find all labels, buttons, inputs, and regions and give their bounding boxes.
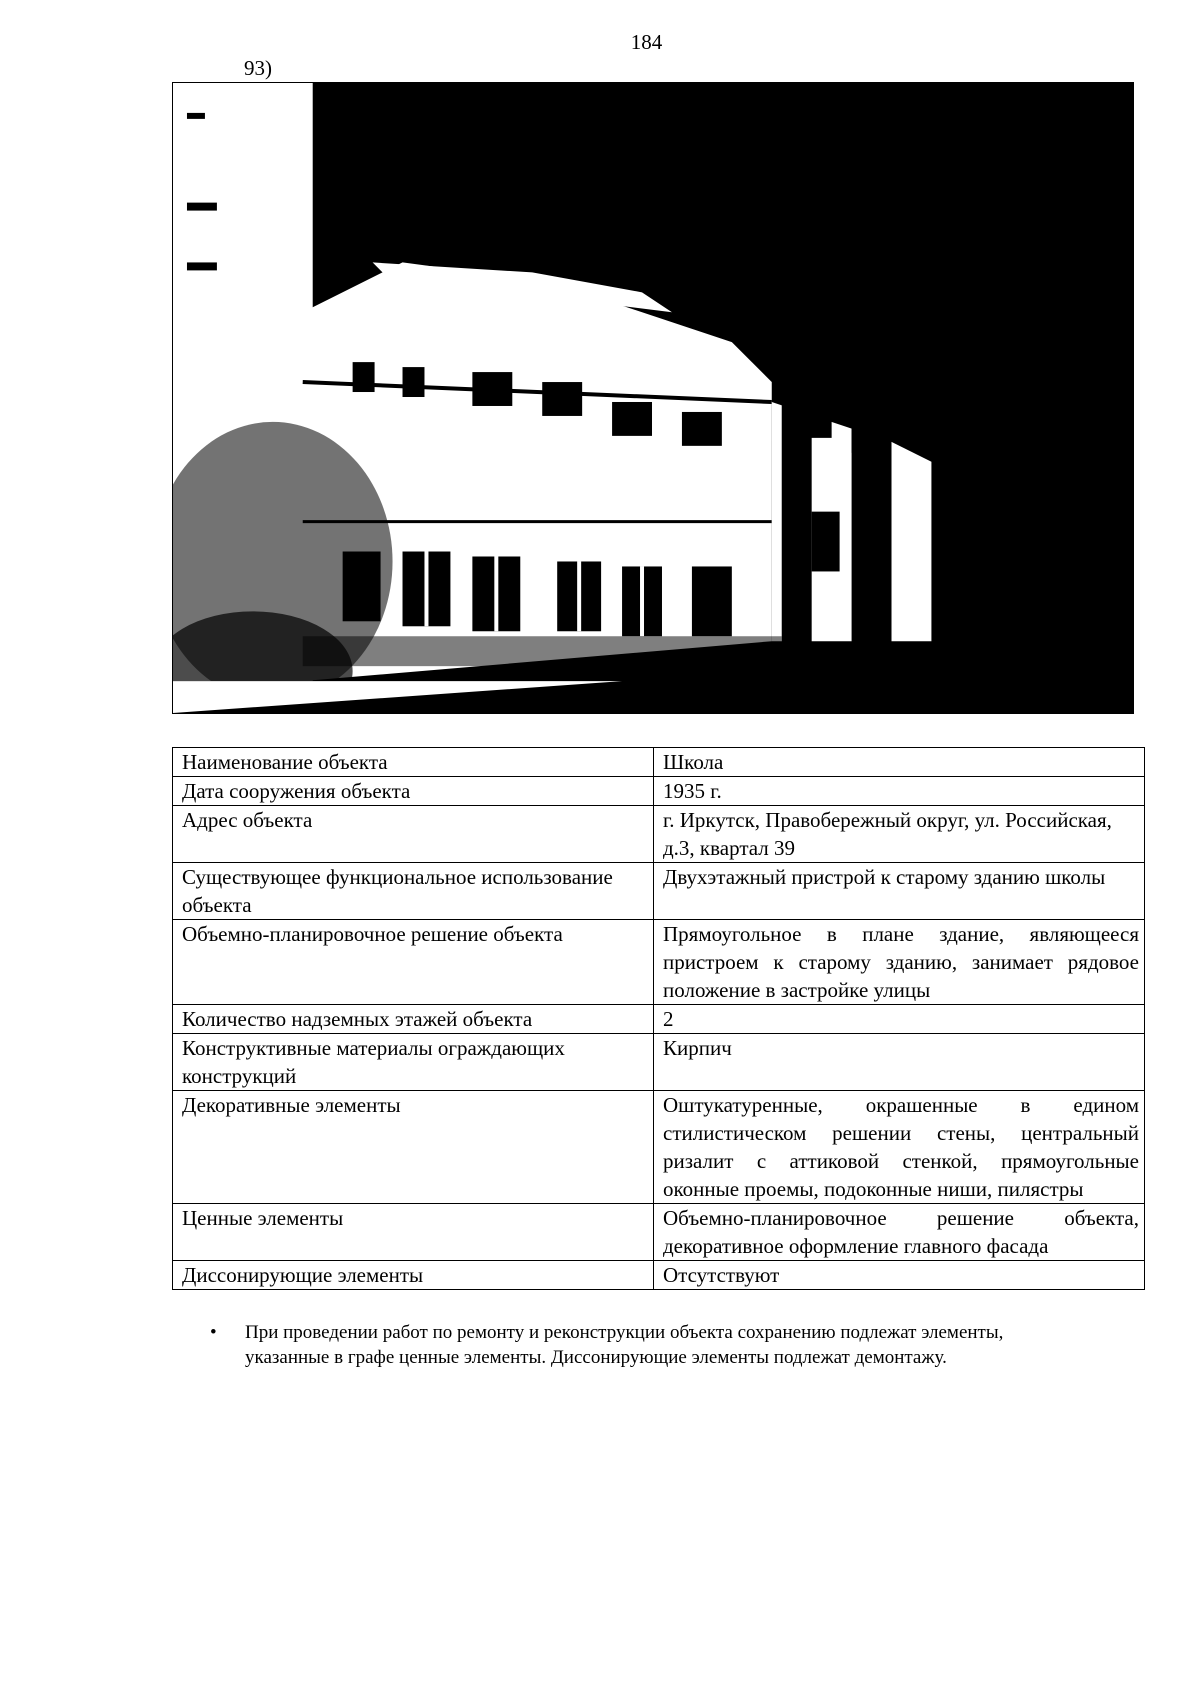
- table-row: [173, 863, 1145, 920]
- row-key: Существующее функциональное использование объекта: [173, 863, 654, 920]
- row-key: Адрес объекта: [173, 806, 654, 863]
- object-info-table: [172, 747, 1145, 1290]
- row-key: Ценные элементы: [173, 1204, 654, 1261]
- building-photo-icon: [173, 83, 1133, 713]
- row-key: Конструктивные материалы ограждающих конструкций: [173, 1034, 654, 1091]
- row-key: Количество надземных этажей объекта: [173, 1005, 654, 1034]
- row-key: Декоративные элементы: [173, 1091, 654, 1204]
- row-key: Дата сооружения объекта: [173, 777, 654, 806]
- building-photo: [172, 82, 1134, 714]
- row-value: г. Иркутск, Правобережный округ, ул. Российская, д.3, квартал 39: [654, 806, 1145, 863]
- row-key: Объемно-планировочное решение объекта: [173, 920, 654, 1005]
- bullet-icon: •: [210, 1322, 217, 1343]
- table-row: [173, 1034, 1145, 1091]
- row-value: Школа: [654, 748, 1145, 777]
- photo-label: 93): [244, 56, 272, 80]
- table-row: [173, 920, 1145, 1005]
- row-value: Двухэтажный пристрой к старому зданию школы: [654, 863, 1145, 920]
- row-value: 1935 г.: [654, 777, 1145, 806]
- row-key: Диссонирующие элементы: [173, 1261, 654, 1290]
- table-row: [173, 748, 1145, 777]
- table-row: [173, 1091, 1145, 1204]
- row-value: Оштукатуренные, окрашенные в едином стилистическом решении стены, центральный ризалит с аттиковой стенкой, прямоугольные оконные проемы, подоконные ниши, пилястры: [654, 1091, 1145, 1204]
- footnote-text: При проведении работ по ремонту и реконструкции объекта сохранению подлежат элементы, указанные в графе ценные элементы. Диссонирующие элементы подлежат демонтажу.: [245, 1322, 1004, 1368]
- table-row: [173, 777, 1145, 806]
- row-value: Отсутствуют: [654, 1261, 1145, 1290]
- row-value: 2: [654, 1005, 1145, 1034]
- table-row: [173, 1204, 1145, 1261]
- row-key: Наименование объекта: [173, 748, 654, 777]
- row-value: Объемно-планировочное решение объекта, декоративное оформление главного фасада: [654, 1204, 1145, 1261]
- table-row: [173, 806, 1145, 863]
- table-row: [173, 1261, 1145, 1290]
- footnote: [210, 1320, 1060, 1370]
- page-number: 184: [630, 30, 663, 54]
- row-value: Кирпич: [654, 1034, 1145, 1091]
- table-row: [173, 1005, 1145, 1034]
- row-value: Прямоугольное в плане здание, являющееся пристроем к старому зданию, занимает рядовое положение в застройке улицы: [654, 920, 1145, 1005]
